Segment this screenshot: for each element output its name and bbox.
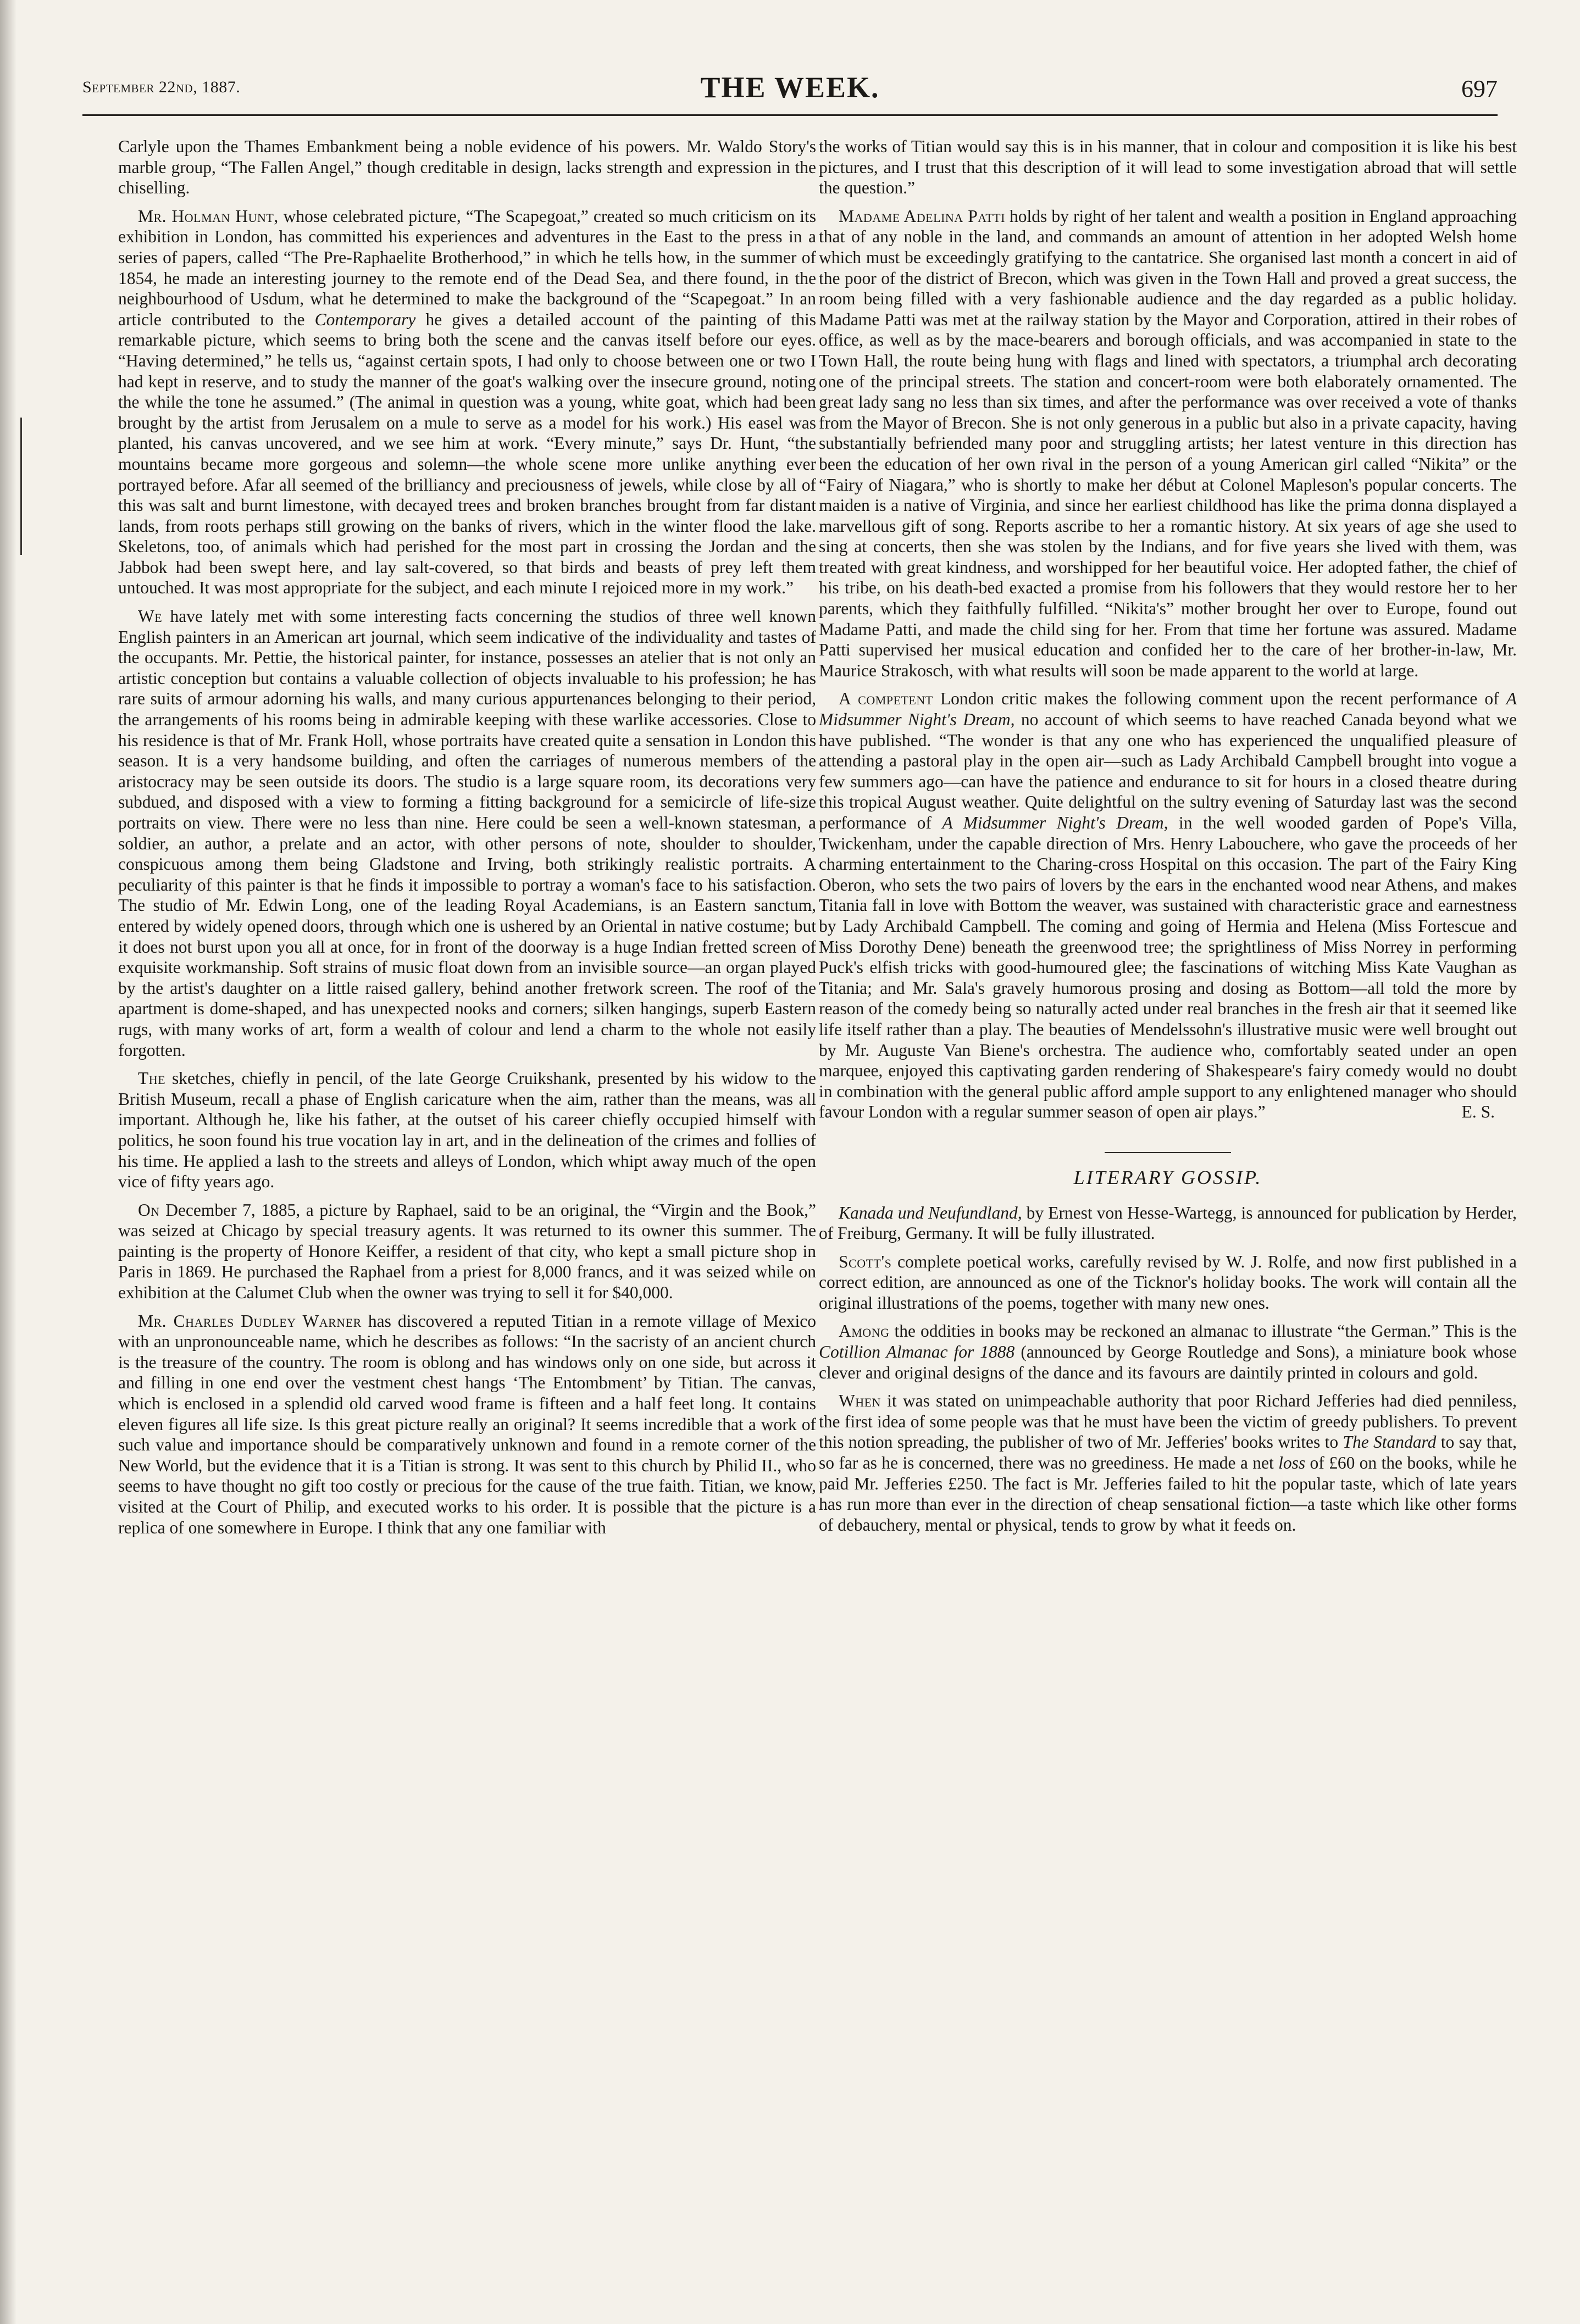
issue-date: September 22nd, 1887. [82, 78, 241, 96]
paragraph-lead: Madame Adelina Patti [839, 206, 1005, 226]
left-column [118, 136, 816, 1545]
masthead-title: THE WEEK. [700, 71, 880, 104]
paragraph-lead: A competent [839, 689, 933, 709]
article-paragraph: Carlyle upon the Thames Embankment being a noble evidence of his powers. Mr. Waldo Story's marble group, “The Fallen Angel,” though creditable in design, lacks strength and expression in the chiselling. [118, 137, 816, 198]
gossip-item: Kanada und Neufundland, by Ernest von Hesse-Wartegg, is announced for publication by Herder, of Freiburg, Germany. It will be fully illustrated. [819, 1203, 1517, 1243]
article-paragraph: Madame Adelina Patti holds by right of her talent and wealth a position in England approaching that of any noble in the land, and commands an amount of attention in her adopted Welsh home which must be exceedingly gratifying to the cantatrice. She organised last month a concert in aid of the poor of the district of Brecon, which was given in the Town Hall and proved a great success, the room being filled with a very fashionable audience and the day regarded as a public holiday. Madame Patti was met at the railway station by the Mayor and Corporation, attired in their robes of office, as well as by the mace-bearers and borough officials, and was accompanied in state to the Town Hall, the route being hung with flags and lined with spectators, a triumphal arch decorating one of the principal streets. The station and concert-room were both elaborately ornamented. The great lady sang no less than six times, and after the performance was over received a vote of thanks from the Mayor of Brecon. She is not only generous in a public but also in a private capacity, having substantially befriended many poor and struggling artists; her latest venture in this direction has been the education of her own rival in the person of a young American girl called “Nikita” or the “Fairy of Niagara,” who is shortly to make her début at Colonel Mapleson's popular concerts. The maiden is a native of Virginia, and since her earliest childhood has like the prima donna displayed a marvellous gift of song. Reports ascribe to her a romantic history. At six years of age she used to sing at concerts, then she was stolen by the Indians, and for five years she lived with them, was treated with great kindness, and worshipped for her beautiful voice. Her adopted father, the chief of his tribe, on his death-bed exacted a promise from his followers that they would restore her to her parents, which they faithfully fulfilled. “Nikita's” mother brought her over to Europe, found out Madame Patti, and made the child sing for her. From that time her fortune was assured. Madame Patti supervised her musical education and confided her to the care of her brother-in-law, Mr. Maurice Strakosch, with what results will soon be made apparent to the world at large. [819, 206, 1517, 680]
article-paragraph: Mr. Holman Hunt, whose celebrated picture, “The Scapegoat,” created so much criticism on its exhibition in London, has committed his experiences and adventures in the East to the press in a series of papers, called “The Pre-Raphaelite Brotherhood,” in which he tells how, in the summer of 1854, he made an interesting journey to the remote end of the Dead Sea, and there found, in the neighbourhood of Usdum, what he determined to make the background of the “Scapegoat.” In an article contributed to the Contemporary he gives a detailed account of the painting of this remarkable picture, which seems to bring both the scene and the canvas itself before our eyes. “Having determined,” he tells us, “against certain spots, I had only to choose between one or two I had kept in reserve, and to study the manner of the goat's walking over the insecure ground, noting the while the tone he assumed.” (The animal in question was a young, white goat, which had been brought by the artist from Jerusalem on a mule to serve as a model for his work.) His easel was planted, his canvas uncovered, and we see him at work. “Every minute,” says Dr. Hunt, “the mountains became more gorgeous and solemn—the whole scene more unlike anything ever portrayed before. Afar all seemed of the brilliancy and preciousness of jewels, while close by all of this was salt and burnt limestone, with decayed trees and broken branches brought from far distant lands, from roots perhaps still growing on the banks of rivers, which in the winter flood the lake. Skeletons, too, of animals which had perished for the most part in crossing the Jordan and the Jabbok had been swept here, and lay salt-covered, so that birds and beasts of prey left them untouched. It was most appropriate for the subject, and each minute I rejoiced more in my work.” [118, 206, 816, 598]
paragraph-lead: We [138, 607, 163, 626]
page-edge-shadow [0, 0, 16, 2324]
article-paragraph: The sketches, chiefly in pencil, of the late George Cruikshank, presented by his widow to the British Museum, recall a phase of English caricature when the aim, rather than the means, was all important. Although he, like his father, at the outset of his career chiefly occupied himself with politics, he soon found his true vocation lay in art, and in the delineation of the crimes and follies of his time. He applied a lash to the streets and alleys of London, which whipt away much of the open vice of fifty years ago. [118, 1069, 816, 1192]
page-header [82, 70, 1498, 116]
paragraph-lead: Mr. Charles Dudley Warner [138, 1311, 362, 1331]
gossip-item: Scott's complete poetical works, carefully revised by W. J. Rolfe, and now first published in a correct edition, are announced as one of the Ticknor's holiday books. The work will contain all the original illustrations of the poems, together with many new ones. [819, 1252, 1517, 1313]
paragraph-lead: The [138, 1069, 166, 1088]
right-column [819, 136, 1517, 1543]
paragraph-lead: Mr. Holman Hunt, [138, 206, 279, 226]
article-paragraph: Mr. Charles Dudley Warner has discovered a reputed Titian in a remote village of Mexico with an unpronounceable name, which he describes as follows: “In the sacristy of an ancient church is the treasure of the country. The room is oblong and has windows only on one side, but across it and filling in one end over the vestment chest hangs ‘The Entombment’ by Titian. The canvas, which is enclosed in a splendid old carved wood frame is fifteen and a half feet long. It contains eleven figures all life size. Is this great picture really an original? It seems incredible that a work of such value and importance should be comparatively unknown and found in a remote corner of the New World, but the evidence that it is a Titian is strong. It was sent to this church by Philid II., who seems to have thought no gift too costly or precious for the cause of the true faith. Titian, we know, visited at the Court of Philip, and executed works to his order. It is possible that the picture is a replica of one somewhere in Europe. I think that any one familiar with [118, 1311, 816, 1537]
section-divider [1105, 1152, 1231, 1153]
article-paragraph: the works of Titian would say this is in his manner, that in colour and composition it is like his best pictures, and I trust that this description of it will lead to some investigation abroad that will settle the question.” [819, 137, 1517, 198]
article-paragraph: A competent London critic makes the following comment upon the recent performance of A Midsummer Night's Dream, no account of which seems to have reached Canada beyond what we have published. “The wonder is that any one who has experienced the unqualified pleasure of attending a pastoral play in the open air—such as Lady Archibald Campbell brought into vogue a few summers ago—can have the patience and endurance to sit for hours in a closed theatre during this tropical August weather. Quite delightful on the sultry evening of Saturday last was the second performance of A Midsummer Night's Dream, in the well wooded garden of Pope's Villa, Twickenham, under the capable direction of Mrs. Henry Labouchere, who gave the proceeds of her charming entertainment to the Charing-cross Hospital on this occasion. The part of the Fairy King Oberon, who sets the two pairs of lovers by the ears in the enchanted wood near Athens, and makes Titania fall in love with Bottom the weaver, was sustained with characteristic grace and earnestness by Lady Archibald Campbell. The coming and going of Hermia and Helena (Miss Fortescue and Miss Dorothy Dene) beneath the greenwood tree; the sprightliness of Miss Norrey in performing Puck's elfish tricks with good-humoured glee; the fascinations of witching Miss Kate Vaughan as Titania; and Mr. Sala's gravely humorous prosing and dosing as Bottom—all told the more by reason of the comedy being so naturally acted under real branches in the fresh air that it seemed like life itself rather than a play. The beauties of Mendelssohn's illustrative music were well brought out by Mr. Auguste Van Biene's orchestra. The audience who, comfortably seated under an open marquee, enjoyed this captivating garden rendering of Shakespeare's fairy comedy would no doubt in combination with the general public afford ample support to any enlightened manager who should favour London with a regular summer season of open air plays.” E. S. [819, 689, 1517, 1122]
article-paragraph: We have lately met with some interesting facts concerning the studios of three well known English painters in an American art journal, which seem indicative of the individuality and tastes of the occupants. Mr. Pettie, the historical painter, for instance, possesses an atelier that is not only an artistic conception but contains a valuable collection of objects invaluable to his profession; he has rare suits of armour adorning his walls, and many curious appurtenances belonging to their period, the arrangements of his rooms being in admirable keeping with these warlike accessories. Close to his residence is that of Mr. Frank Holl, whose portraits have created quite a sensation in London this season. It is a very handsome building, and often the carriages of numerous members of the aristocracy may be seen outside its doors. The studio is a large square room, its decorations very subdued, and disposed with a view to forming a fitting background for a semicircle of life-size portraits on view. There were no less than nine. Here could be seen a well-known statesman, a soldier, an author, a prelate and an actor, with other persons of note, shoulder to shoulder, conspicuous among them being Gladstone and Irving, both strikingly realistic portraits. A peculiarity of this painter is that he finds it impossible to portray a woman's face to his satisfaction. The studio of Mr. Edwin Long, one of the leading Royal Academians, is an Eastern sanctum, entered by widely opened doors, through which one is ushered by an Oriental in native costume; but it does not burst upon you all at once, for in front of the doorway is a huge Indian fretted screen of exquisite workmanship. Soft strains of music float down from an invisible source—an organ played by the artist's daughter on a little raised gallery, behind another fretwork screen. The roof of the apartment is dome-shaped, and has unexpected nooks and corners; silken hangings, superb Eastern rugs, with many works of art, form a wealth of colour and lend a charm to the whole not easily forgotten. [118, 607, 816, 1060]
article-paragraph: On December 7, 1885, a picture by Raphael, said to be an original, the “Virgin and the Book,” was seized at Chicago by special treasury agents. It was returned to its owner this summer. The painting is the property of Honore Keiffer, a resident of that city, who kept a small picture shop in Paris in 1869. He purchased the Raphael from a priest for 8,000 francs, and it was seized while on exhibition at the Calumet Club when the owner was trying to sell it for $40,000. [118, 1200, 816, 1303]
gossip-item: When it was stated on unimpeachable authority that poor Richard Jefferies had died penniless, the first idea of some people was that he must have been the victim of greedy publishers. To prevent this notion spreading, the publisher of two of Mr. Jefferies' books writes to The Standard to say that, so far as he is concerned, there was no greediness. He made a net loss of £60 on the books, while he paid Mr. Jefferies £250. The fact is Mr. Jefferies failed to hit the popular taste, which of late years has run more than ever in the direction of cheap sensational fiction—a taste which like other forms of debauchery, mental or physical, tends to grow by what it feeds on. [819, 1391, 1517, 1534]
gossip-item: Among the oddities in books may be reckoned an almanac to illustrate “the German.” This is the Cotillion Almanac for 1888 (announced by George Routledge and Sons), a miniature book whose clever and original designs of the dance and its favours are daintily printed in colours and gold. [819, 1321, 1517, 1382]
margin-ink-mark [15, 418, 27, 555]
paragraph-lead: When [839, 1391, 881, 1411]
page-number: 697 [1461, 75, 1498, 102]
paragraph-lead: Among [839, 1321, 890, 1341]
author-signature: E. S. [1461, 1102, 1495, 1122]
paragraph-lead: Scott's [839, 1252, 892, 1271]
paragraph-lead: On [138, 1200, 160, 1220]
section-heading: LITERARY GOSSIP. [1073, 1166, 1262, 1188]
